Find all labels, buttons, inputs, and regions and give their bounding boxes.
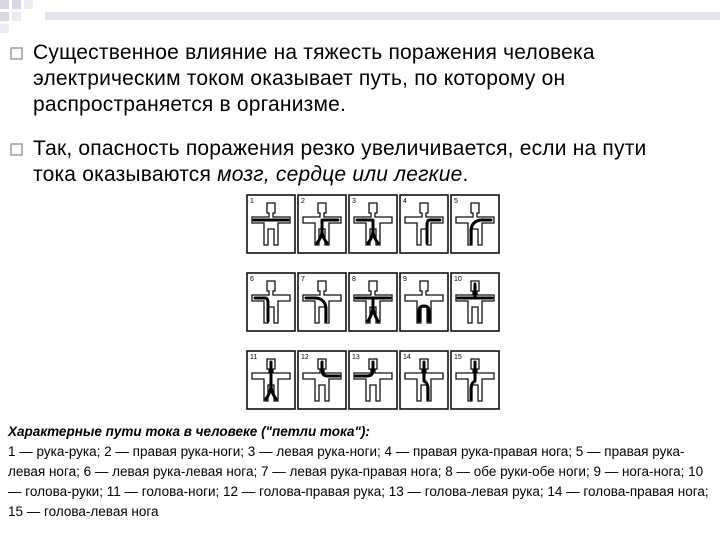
panel-frame [400,195,448,253]
panel-9 [400,273,448,331]
panel-number: 7 [301,276,305,283]
panel-number: 12 [301,354,309,361]
panel-number: 9 [403,276,407,283]
organs-emphasis: мозг, сердце или легкие [217,163,463,186]
paragraph-1: Существенное влияние на тяжесть поражения человека электрическим током оказывает путь, по которому он распространяется в организме. [33,41,595,116]
panel-number: 13 [352,354,360,361]
corner-decoration [0,0,720,40]
caption-title: Характерные пути тока в человеке ("петли тока"): [8,424,370,439]
bullet-icon [10,143,24,157]
paragraph-2-text: Так, опасность поражения резко увеличивается, если на пути тока оказываются [33,137,647,186]
panel-6 [247,273,295,331]
panel-8 [349,273,397,331]
panel-number: 15 [454,354,462,361]
panel-1 [247,195,295,253]
paragraph-2-end: . [462,163,469,186]
panel-number: 10 [454,276,462,283]
panel-4 [400,195,448,253]
caption-text: 1 — рука-рука; 2 — правая рука-ноги; 3 — левая рука-ноги; 4 — правая рука-правая нога; 5 — правая рука-левая нога; 6 — левая рука-левая нога; 7 — левая рука-правая нога; 8 — обе руки-обе ноги; 9 — нога-нога; 10 — голова-руки; 11 — голова-ноги; 12 — голова-правая рука; 13 — голова-левая рука; 14 — голова-правая нога; 15 — голова-левая нога [8,444,709,519]
panel-number: 14 [403,354,411,361]
bullet-icon [10,47,24,61]
panel-14 [400,351,448,409]
panel-10 [451,273,499,331]
panel-number: 4 [403,198,407,205]
panel-number: 6 [250,276,254,283]
panel-number: 8 [352,276,356,283]
panel-7 [298,273,346,331]
panel-3 [349,195,397,253]
panel-5 [451,195,499,253]
panel-12 [298,351,346,409]
current-paths-figure [244,192,504,418]
panel-11 [247,351,295,409]
panel-number: 11 [250,354,258,361]
panel-frame [247,195,295,253]
panel-2 [298,195,346,253]
panel-number: 2 [301,198,305,205]
paragraph-2 [33,136,693,188]
figure-caption [8,422,714,522]
panel-frame [400,273,448,331]
panel-number: 1 [250,198,254,205]
panel-frame [247,273,295,331]
panel-number: 5 [454,198,458,205]
panel-13 [349,351,397,409]
panel-15 [451,351,499,409]
panel-number: 3 [352,198,356,205]
